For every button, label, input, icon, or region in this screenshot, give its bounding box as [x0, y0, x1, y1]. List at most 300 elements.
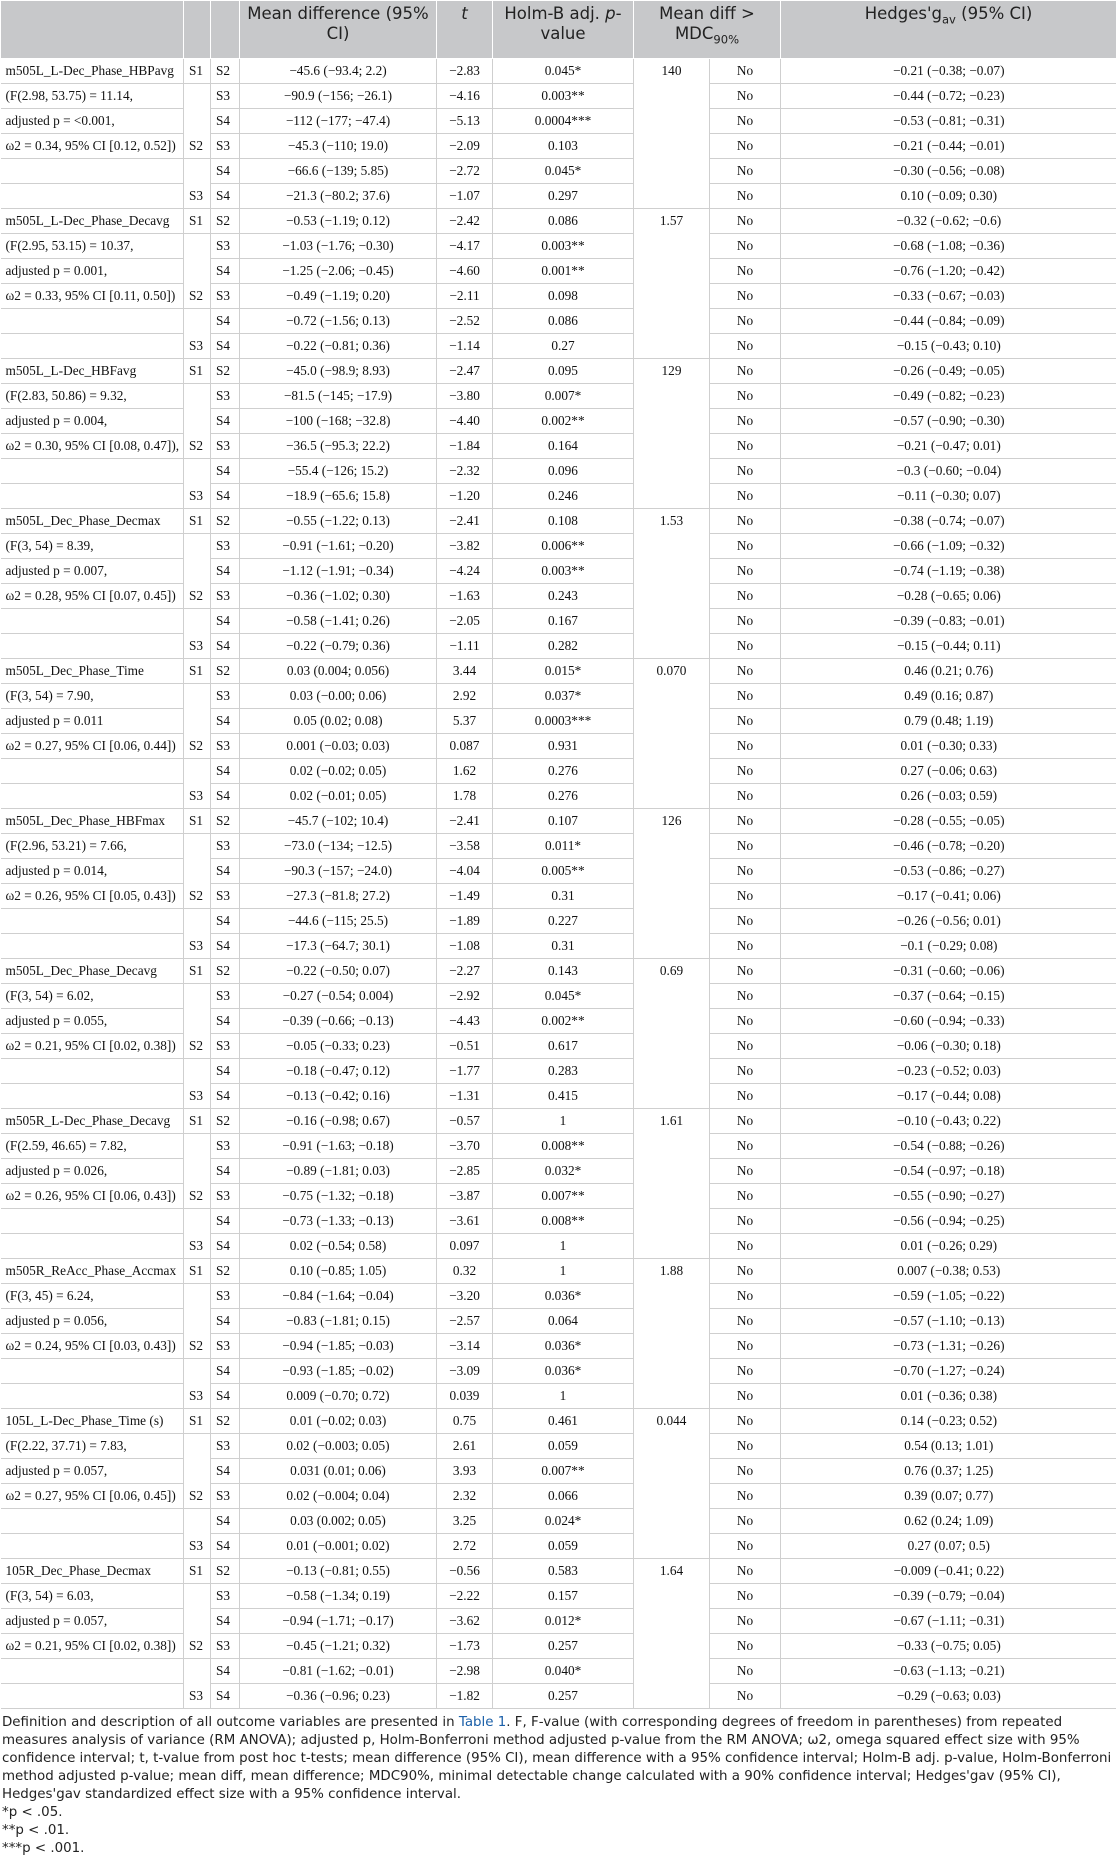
p-value: 0.415 — [493, 1084, 634, 1109]
session-b: S4 — [211, 559, 240, 584]
session-b: S3 — [211, 684, 240, 709]
p-value: 0.276 — [493, 784, 634, 809]
session-a: S1 — [184, 959, 211, 984]
exceeds-mdc: No — [710, 1184, 781, 1209]
table-row — [1, 409, 1116, 434]
exceeds-mdc: No — [710, 1684, 781, 1709]
p-value: 0.045* — [493, 159, 634, 184]
p-value: 0.617 — [493, 1034, 634, 1059]
exceeds-mdc: No — [710, 734, 781, 759]
variable-name: m505L_Dec_Phase_Decavg — [1, 959, 184, 984]
variable-name: m505R_ReAcc_Phase_Accmax — [1, 1259, 184, 1284]
t-value: 0.087 — [437, 734, 493, 759]
session-b: S2 — [211, 959, 240, 984]
table-row — [1, 109, 1116, 134]
empty-cell — [1, 334, 184, 359]
mean-difference: −0.39 (−0.66; −0.13) — [240, 1009, 437, 1034]
table-row — [1, 834, 1116, 859]
exceeds-mdc: No — [710, 1234, 781, 1259]
hedges-g: −0.26 (−0.49; −0.05) — [781, 359, 1116, 384]
t-value: −1.49 — [437, 884, 493, 909]
session-b: S2 — [211, 359, 240, 384]
hedges-g: −0.1 (−0.29; 0.08) — [781, 934, 1116, 959]
anova-stat: (F(3, 54) = 6.03, — [1, 1584, 184, 1609]
exceeds-mdc: No — [710, 234, 781, 259]
mean-difference: −0.75 (−1.32; −0.18) — [240, 1184, 437, 1209]
exceeds-mdc: No — [710, 759, 781, 784]
mdc-value: 0.044 — [634, 1409, 710, 1434]
anova-stat: adjusted p = 0.014, — [1, 859, 184, 884]
session-a: S3 — [184, 334, 211, 359]
exceeds-mdc: No — [710, 959, 781, 984]
session-a — [184, 1134, 211, 1159]
empty-cell — [1, 784, 184, 809]
exceeds-mdc: No — [710, 209, 781, 234]
p-value: 0.107 — [493, 809, 634, 834]
mean-difference: −0.18 (−0.47; 0.12) — [240, 1059, 437, 1084]
mean-difference: 0.02 (−0.01; 0.05) — [240, 784, 437, 809]
mean-difference: 0.03 (0.002; 0.05) — [240, 1509, 437, 1534]
table-row — [1, 1284, 1116, 1309]
session-b: S4 — [211, 1084, 240, 1109]
session-b: S4 — [211, 1209, 240, 1234]
header-mdc: Mean diff > $MDC_{90\%}$ — [634, 1, 781, 59]
exceeds-mdc: No — [710, 1309, 781, 1334]
session-b: S4 — [211, 1384, 240, 1409]
table-row — [1, 1359, 1116, 1384]
t-value: 2.72 — [437, 1534, 493, 1559]
p-value: 0.282 — [493, 634, 634, 659]
session-b: S2 — [211, 59, 240, 84]
t-value: −4.43 — [437, 1009, 493, 1034]
p-value: 0.276 — [493, 759, 634, 784]
mdc-value — [634, 384, 710, 409]
anova-stat: ω2 = 0.26, 95% CI [0.05, 0.43]) — [1, 884, 184, 909]
exceeds-mdc: No — [710, 584, 781, 609]
session-a: S1 — [184, 1559, 211, 1584]
session-b: S4 — [211, 1659, 240, 1684]
t-value: −1.73 — [437, 1634, 493, 1659]
t-value: −4.04 — [437, 859, 493, 884]
hedges-g: −0.46 (−0.78; −0.20) — [781, 834, 1116, 859]
mdc-value — [634, 709, 710, 734]
hedges-g: −0.15 (−0.43; 0.10) — [781, 334, 1116, 359]
table-row — [1, 784, 1116, 809]
session-b: S3 — [211, 1284, 240, 1309]
exceeds-mdc: No — [710, 334, 781, 359]
exceeds-mdc: No — [710, 134, 781, 159]
exceeds-mdc: No — [710, 1259, 781, 1284]
mean-difference: −0.13 (−0.42; 0.16) — [240, 1084, 437, 1109]
empty-cell — [1, 1209, 184, 1234]
hedges-g: −0.68 (−1.08; −0.36) — [781, 234, 1116, 259]
hedges-g: 0.01 (−0.30; 0.33) — [781, 734, 1116, 759]
mdc-value: 0.69 — [634, 959, 710, 984]
mdc-value — [634, 1359, 710, 1384]
hedges-g: 0.01 (−0.26; 0.29) — [781, 1234, 1116, 1259]
hedges-g: 0.49 (0.16; 0.87) — [781, 684, 1116, 709]
hedges-g: −0.66 (−1.09; −0.32) — [781, 534, 1116, 559]
exceeds-mdc: No — [710, 509, 781, 534]
p-value: 0.931 — [493, 734, 634, 759]
mean-difference: −0.22 (−0.81; 0.36) — [240, 334, 437, 359]
anova-stat: adjusted p = 0.055, — [1, 1009, 184, 1034]
exceeds-mdc: No — [710, 1284, 781, 1309]
table-row — [1, 1534, 1116, 1559]
session-a: S2 — [184, 1634, 211, 1659]
session-a: S1 — [184, 1109, 211, 1134]
table-row — [1, 559, 1116, 584]
exceeds-mdc: No — [710, 809, 781, 834]
hedges-g: 0.79 (0.48; 1.19) — [781, 709, 1116, 734]
anova-stat: adjusted p = 0.057, — [1, 1459, 184, 1484]
table-row — [1, 634, 1116, 659]
mean-difference: −0.22 (−0.50; 0.07) — [240, 959, 437, 984]
hedges-g: −0.37 (−0.64; −0.15) — [781, 984, 1116, 1009]
hedges-g: −0.28 (−0.65; 0.06) — [781, 584, 1116, 609]
anova-stat: ω2 = 0.26, 95% CI [0.06, 0.43]) — [1, 1184, 184, 1209]
hedges-g: −0.70 (−1.27; −0.24) — [781, 1359, 1116, 1384]
table-row — [1, 909, 1116, 934]
hedges-g: −0.63 (−1.13; −0.21) — [781, 1659, 1116, 1684]
table-row — [1, 459, 1116, 484]
definition-note: Definition and description of all outcome variables are presented in Table 1. F, F-value (with corresponding degrees of freedom in parentheses) from repeated measures analysis of variance (RM ANOVA); adjusted p, Holm-Bonferroni method adjusted p-value from the RM ANOVA; ω2, omega squared effect size with 95% confidence interval; t, t-value from post hoc t-tests; mean difference (95% CI), mean difference with a 95% confidence interval; Holm-B adj. p-value, Holm-Bonferroni method adjusted p-value; mean diff, mean difference; MDC90%, minimal detectable change calculated with a 90% confidence interval; Hedges'gav (95% CI), Hedges'gav standardized effect size with a 95% confidence interval. — [2, 1715, 1112, 1802]
mdc-value — [634, 1684, 710, 1709]
t-value: −2.85 — [437, 1159, 493, 1184]
mdc-value — [634, 1659, 710, 1684]
mdc-value — [634, 1484, 710, 1509]
table-row — [1, 1384, 1116, 1409]
t-value: 1.78 — [437, 784, 493, 809]
table-row — [1, 209, 1116, 234]
mdc-value — [634, 234, 710, 259]
hedges-g: −0.39 (−0.79; −0.04) — [781, 1584, 1116, 1609]
mdc-value — [634, 734, 710, 759]
p-value: 0.098 — [493, 284, 634, 309]
t-value: −1.14 — [437, 334, 493, 359]
hedges-g: −0.38 (−0.74; −0.07) — [781, 509, 1116, 534]
mdc-value — [634, 134, 710, 159]
empty-cell — [1, 1359, 184, 1384]
session-a — [184, 159, 211, 184]
mean-difference: −0.84 (−1.64; −0.04) — [240, 1284, 437, 1309]
t-value: −1.31 — [437, 1084, 493, 1109]
exceeds-mdc: No — [710, 1209, 781, 1234]
hedges-g: −0.11 (−0.30; 0.07) — [781, 484, 1116, 509]
mean-difference: −0.45 (−1.21; 0.32) — [240, 1634, 437, 1659]
t-value: −3.58 — [437, 834, 493, 859]
table-row — [1, 59, 1116, 84]
exceeds-mdc: No — [710, 1509, 781, 1534]
table-row — [1, 1584, 1116, 1609]
anova-stat: ω2 = 0.21, 95% CI [0.02, 0.38]) — [1, 1034, 184, 1059]
session-a — [184, 309, 211, 334]
mdc-value — [634, 1034, 710, 1059]
session-a — [184, 259, 211, 284]
table-body — [1, 59, 1116, 1709]
mdc-value — [634, 434, 710, 459]
empty-cell — [1, 459, 184, 484]
table-row — [1, 259, 1116, 284]
empty-cell — [1, 1234, 184, 1259]
mdc-value: 140 — [634, 59, 710, 84]
mean-difference: −0.73 (−1.33; −0.13) — [240, 1209, 437, 1234]
mdc-value — [634, 1009, 710, 1034]
hedges-g: −0.21 (−0.38; −0.07) — [781, 59, 1116, 84]
session-b: S2 — [211, 1559, 240, 1584]
anova-stat: (F(2.59, 46.65) = 7.82, — [1, 1134, 184, 1159]
exceeds-mdc: No — [710, 484, 781, 509]
session-a — [184, 1659, 211, 1684]
table-row — [1, 1459, 1116, 1484]
hedges-g: −0.3 (−0.60; −0.04) — [781, 459, 1116, 484]
session-b: S2 — [211, 809, 240, 834]
exceeds-mdc: No — [710, 934, 781, 959]
anova-stat: adjusted p = 0.007, — [1, 559, 184, 584]
mdc-value: 1.64 — [634, 1559, 710, 1584]
hedges-g: −0.55 (−0.90; −0.27) — [781, 1184, 1116, 1209]
mdc-value — [634, 1534, 710, 1559]
t-value: −2.41 — [437, 509, 493, 534]
anova-stat: (F(2.96, 53.21) = 7.66, — [1, 834, 184, 859]
hedges-g: 0.10 (−0.09; 0.30) — [781, 184, 1116, 209]
mdc-value — [634, 684, 710, 709]
p-value: 0.246 — [493, 484, 634, 509]
exceeds-mdc: No — [710, 1609, 781, 1634]
session-b: S4 — [211, 259, 240, 284]
session-a — [184, 684, 211, 709]
t-value: −2.92 — [437, 984, 493, 1009]
session-b: S3 — [211, 734, 240, 759]
t-value: −2.11 — [437, 284, 493, 309]
mdc-value — [634, 1509, 710, 1534]
exceeds-mdc: No — [710, 1559, 781, 1584]
p-value: 0.007** — [493, 1459, 634, 1484]
session-a: S2 — [184, 434, 211, 459]
p-value: 0.243 — [493, 584, 634, 609]
mean-difference: −0.36 (−0.96; 0.23) — [240, 1684, 437, 1709]
t-value: −1.20 — [437, 484, 493, 509]
t-value: −3.87 — [437, 1184, 493, 1209]
mdc-value — [634, 984, 710, 1009]
hedges-g: 0.26 (−0.03; 0.59) — [781, 784, 1116, 809]
mean-difference: −66.6 (−139; 5.85) — [240, 159, 437, 184]
empty-cell — [1, 609, 184, 634]
header-p-value: Holm-B adj. p-value — [493, 1, 634, 59]
session-b: S4 — [211, 1159, 240, 1184]
session-a: S3 — [184, 1684, 211, 1709]
mean-difference: −0.58 (−1.34; 0.19) — [240, 1584, 437, 1609]
table-row — [1, 334, 1116, 359]
variable-name: 105L_L-Dec_Phase_Time (s) — [1, 1409, 184, 1434]
mean-difference: −0.94 (−1.71; −0.17) — [240, 1609, 437, 1634]
p-value: 0.008** — [493, 1209, 634, 1234]
mean-difference: −55.4 (−126; 15.2) — [240, 459, 437, 484]
session-b: S4 — [211, 1534, 240, 1559]
mean-difference: −17.3 (−64.7; 30.1) — [240, 934, 437, 959]
hedges-g: −0.67 (−1.11; −0.31) — [781, 1609, 1116, 1634]
table-row — [1, 609, 1116, 634]
exceeds-mdc: No — [710, 1359, 781, 1384]
hedges-g: −0.56 (−0.94; −0.25) — [781, 1209, 1116, 1234]
p-value: 1 — [493, 1234, 634, 1259]
t-value: −0.51 — [437, 1034, 493, 1059]
mean-difference: −100 (−168; −32.8) — [240, 409, 437, 434]
t-value: −2.22 — [437, 1584, 493, 1609]
t-value: −2.83 — [437, 59, 493, 84]
p-value: 0.012* — [493, 1609, 634, 1634]
session-a — [184, 1309, 211, 1334]
table-1-link[interactable]: Table 1 — [458, 1715, 507, 1730]
p-value: 0.143 — [493, 959, 634, 984]
table-row — [1, 1134, 1116, 1159]
table-row — [1, 1309, 1116, 1334]
mean-difference: −90.9 (−156; −26.1) — [240, 84, 437, 109]
hedges-g: −0.60 (−0.94; −0.33) — [781, 1009, 1116, 1034]
anova-stat: (F(3, 54) = 8.39, — [1, 534, 184, 559]
hedges-g: −0.53 (−0.81; −0.31) — [781, 109, 1116, 134]
mean-difference: −81.5 (−145; −17.9) — [240, 384, 437, 409]
hedges-g: −0.54 (−0.88; −0.26) — [781, 1134, 1116, 1159]
t-value: −3.61 — [437, 1209, 493, 1234]
session-b: S3 — [211, 134, 240, 159]
mean-difference: −0.13 (−0.81; 0.55) — [240, 1559, 437, 1584]
table-row — [1, 859, 1116, 884]
exceeds-mdc: No — [710, 284, 781, 309]
empty-cell — [1, 309, 184, 334]
p-value: 0.583 — [493, 1559, 634, 1584]
p-value: 0.059 — [493, 1434, 634, 1459]
exceeds-mdc: No — [710, 1134, 781, 1159]
session-b: S4 — [211, 159, 240, 184]
table-row — [1, 134, 1116, 159]
p-value: 1 — [493, 1384, 634, 1409]
table-footnotes — [2, 1714, 1114, 1858]
mean-difference: 0.02 (−0.54; 0.58) — [240, 1234, 437, 1259]
anova-stat: (F(2.95, 53.15) = 10.37, — [1, 234, 184, 259]
exceeds-mdc: No — [710, 609, 781, 634]
mean-difference: 0.03 (−0.00; 0.06) — [240, 684, 437, 709]
table-row — [1, 1334, 1116, 1359]
session-b: S3 — [211, 384, 240, 409]
session-b: S2 — [211, 1259, 240, 1284]
header-row — [1, 1, 1116, 59]
hedges-g: −0.32 (−0.62; −0.6) — [781, 209, 1116, 234]
mean-difference: −0.93 (−1.85; −0.02) — [240, 1359, 437, 1384]
t-value: −4.24 — [437, 559, 493, 584]
exceeds-mdc: No — [710, 184, 781, 209]
p-value: 0.008** — [493, 1134, 634, 1159]
mean-difference: 0.001 (−0.03; 0.03) — [240, 734, 437, 759]
header-mean-difference: Mean difference (95% CI) — [240, 1, 437, 59]
anova-stat: (F(3, 54) = 7.90, — [1, 684, 184, 709]
mean-difference: −0.81 (−1.62; −0.01) — [240, 1659, 437, 1684]
significance-note-3: ***p < .001. — [2, 1841, 85, 1856]
variable-name: m505L_L-Dec_Phase_HBPavg — [1, 59, 184, 84]
exceeds-mdc: No — [710, 634, 781, 659]
session-a: S3 — [184, 1234, 211, 1259]
t-value: 0.097 — [437, 1234, 493, 1259]
anova-stat: adjusted p = 0.001, — [1, 259, 184, 284]
hedges-g: −0.26 (−0.56; 0.01) — [781, 909, 1116, 934]
mean-difference: −90.3 (−157; −24.0) — [240, 859, 437, 884]
mean-difference: 0.02 (−0.02; 0.05) — [240, 759, 437, 784]
session-a — [184, 1009, 211, 1034]
table-row — [1, 1059, 1116, 1084]
session-b: S4 — [211, 309, 240, 334]
hedges-g: −0.17 (−0.44; 0.08) — [781, 1084, 1116, 1109]
session-a: S1 — [184, 359, 211, 384]
t-value: 5.37 — [437, 709, 493, 734]
mean-difference: −27.3 (−81.8; 27.2) — [240, 884, 437, 909]
t-value: 0.039 — [437, 1384, 493, 1409]
session-b: S2 — [211, 659, 240, 684]
exceeds-mdc: No — [710, 459, 781, 484]
session-a — [184, 1059, 211, 1084]
anova-stat: adjusted p = 0.011 — [1, 709, 184, 734]
table-row — [1, 934, 1116, 959]
mdc-value — [634, 1634, 710, 1659]
session-a: S3 — [184, 634, 211, 659]
t-value: −4.17 — [437, 234, 493, 259]
session-a: S2 — [184, 284, 211, 309]
empty-cell — [1, 1684, 184, 1709]
mean-difference: −0.05 (−0.33; 0.23) — [240, 1034, 437, 1059]
header-session-b — [211, 1, 240, 59]
mdc-value: 1.88 — [634, 1259, 710, 1284]
session-b: S4 — [211, 784, 240, 809]
hedges-g: −0.17 (−0.41; 0.06) — [781, 884, 1116, 909]
mean-difference: −0.16 (−0.98; 0.67) — [240, 1109, 437, 1134]
empty-cell — [1, 159, 184, 184]
t-value: 2.32 — [437, 1484, 493, 1509]
session-a — [184, 759, 211, 784]
table-row — [1, 1409, 1116, 1434]
mdc-value — [634, 184, 710, 209]
t-value: −1.84 — [437, 434, 493, 459]
mean-difference: −45.0 (−98.9; 8.93) — [240, 359, 437, 384]
session-a: S2 — [184, 734, 211, 759]
hedges-g: 0.54 (0.13; 1.01) — [781, 1434, 1116, 1459]
t-value: −3.70 — [437, 1134, 493, 1159]
header-variable — [1, 1, 184, 59]
t-value: −2.47 — [437, 359, 493, 384]
session-b: S3 — [211, 1634, 240, 1659]
hedges-g: −0.49 (−0.82; −0.23) — [781, 384, 1116, 409]
empty-cell — [1, 1509, 184, 1534]
table-row — [1, 1684, 1116, 1709]
exceeds-mdc: No — [710, 1484, 781, 1509]
session-b: S4 — [211, 1234, 240, 1259]
p-value: 1 — [493, 1259, 634, 1284]
exceeds-mdc: No — [710, 709, 781, 734]
session-b: S3 — [211, 534, 240, 559]
session-a — [184, 1609, 211, 1634]
session-b: S4 — [211, 934, 240, 959]
mean-difference: 0.01 (−0.02; 0.03) — [240, 1409, 437, 1434]
t-value: −2.98 — [437, 1659, 493, 1684]
session-b: S4 — [211, 1059, 240, 1084]
mdc-value: 1.57 — [634, 209, 710, 234]
t-value: −3.14 — [437, 1334, 493, 1359]
p-value: 1 — [493, 1109, 634, 1134]
hedges-g: −0.33 (−0.75; 0.05) — [781, 1634, 1116, 1659]
table-row — [1, 984, 1116, 1009]
anova-stat: ω2 = 0.27, 95% CI [0.06, 0.44]) — [1, 734, 184, 759]
exceeds-mdc: No — [710, 259, 781, 284]
p-value: 0.086 — [493, 209, 634, 234]
header-session-a — [184, 1, 211, 59]
